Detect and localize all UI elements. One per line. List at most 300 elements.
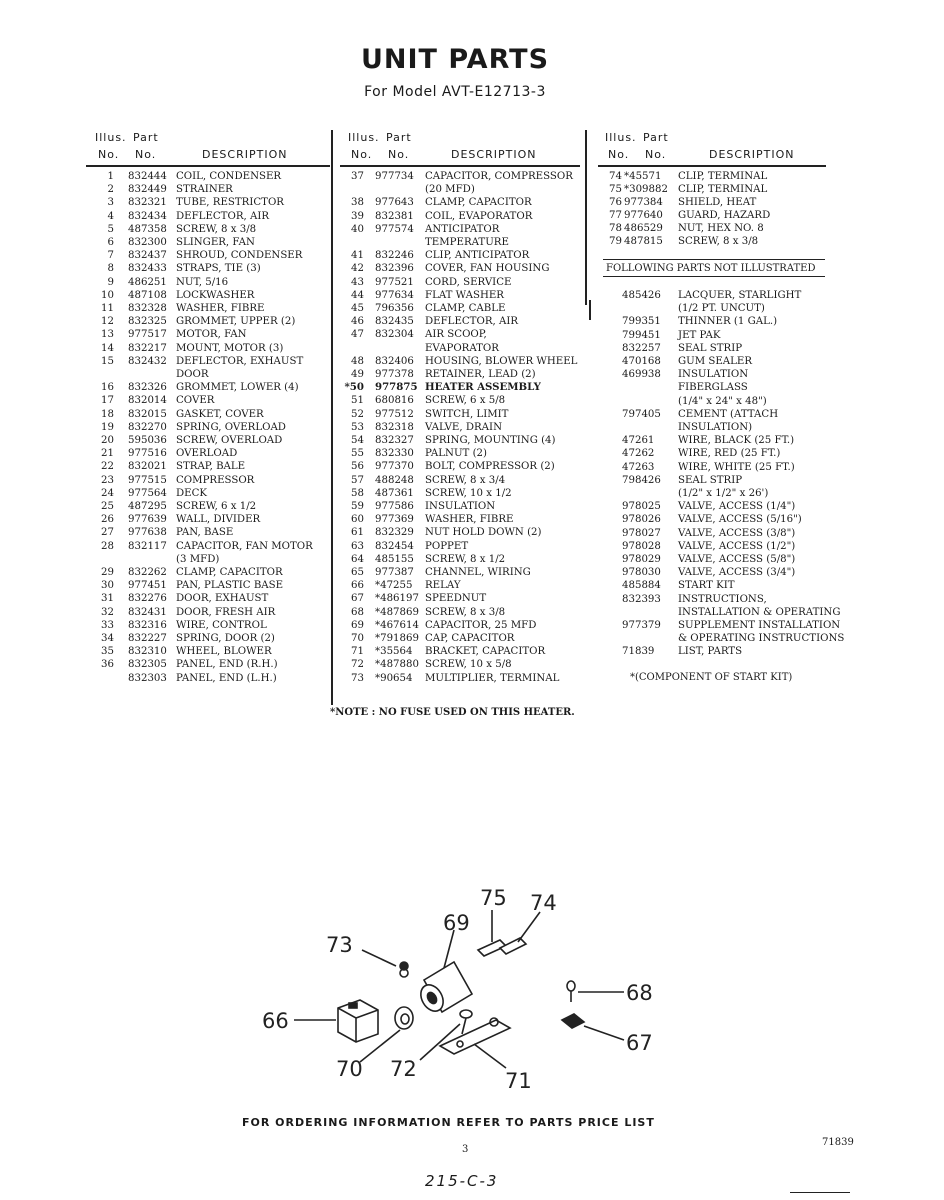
part-description: (1/2 PT. UNCUT) — [678, 303, 765, 315]
part-number: 977516 — [128, 448, 167, 460]
part-number: 977369 — [375, 514, 414, 526]
part-description: NUT, 5/16 — [176, 276, 229, 288]
part-number: *467614 — [375, 619, 419, 631]
part-number: 832434 — [128, 210, 167, 222]
part-description: SPRING, DOOR (2) — [176, 633, 275, 644]
part-description: DEFLECTOR, EXHAUST — [176, 355, 304, 367]
part-number: 977384 — [624, 196, 663, 208]
part-number: 977515 — [128, 474, 167, 486]
part-number: 832444 — [128, 171, 167, 182]
part-number: 485155 — [375, 553, 414, 565]
part-number: 832449 — [128, 184, 167, 196]
part-description: SEAL STRIP — [678, 474, 743, 486]
header-description: DESCRIPTION — [709, 148, 795, 161]
part-number: 977564 — [128, 487, 167, 499]
part-number: 977634 — [375, 289, 414, 301]
header-part: Part — [386, 131, 412, 144]
header-illus: Illus. — [95, 131, 127, 144]
part-description: SCREW, 8 x 3/8 — [176, 223, 257, 235]
part-description: GUARD, HAZARD — [678, 209, 771, 221]
part-number: 832014 — [128, 395, 167, 407]
part-number: *791869 — [375, 633, 419, 644]
terminal-multiplier-drawing — [362, 950, 408, 977]
illus-number: 77 — [609, 209, 622, 221]
part-number: *309882 — [624, 183, 668, 195]
illus-number: 31 — [101, 593, 114, 605]
illus-number: 6 — [107, 237, 114, 248]
part-number: 977643 — [375, 197, 414, 209]
part-number: 832435 — [375, 316, 414, 328]
part-number: 978028 — [622, 540, 661, 552]
part-description: CAPACITOR, COMPRESSOR — [425, 171, 573, 182]
part-description: SCREW, 10 x 1/2 — [425, 487, 512, 499]
part-description: SCREW, OVERLOAD — [176, 435, 283, 446]
part-description: SCREW, 10 x 5/8 — [425, 659, 512, 671]
part-description: ANTICIPATOR — [425, 223, 500, 235]
illus-number: 71 — [351, 646, 364, 658]
illus-number: 33 — [101, 619, 114, 631]
part-description: STRAINER — [176, 184, 233, 196]
part-description: SLINGER, FAN — [176, 237, 255, 248]
part-number: *90654 — [375, 672, 413, 684]
part-description: SPRING, MOUNTING (4) — [425, 435, 556, 446]
illus-number: 73 — [351, 672, 364, 684]
illus-number: 75 — [609, 183, 622, 195]
part-number: 832431 — [128, 606, 167, 618]
illus-number: 34 — [101, 633, 114, 644]
header-illus-no: No. — [608, 148, 630, 161]
illus-number: 7 — [107, 250, 114, 262]
part-description: THINNER (1 GAL.) — [678, 316, 778, 328]
part-description: NUT, HEX NO. 8 — [678, 222, 764, 234]
part-number: 977875 — [375, 381, 418, 394]
part-description: SPRING, OVERLOAD — [176, 421, 286, 433]
part-number: 832454 — [375, 540, 414, 552]
part-description: & OPERATING INSTRUCTIONS — [678, 633, 845, 645]
header-description: DESCRIPTION — [202, 148, 288, 161]
part-number: 799451 — [622, 329, 661, 341]
header-illus-no: No. — [351, 148, 373, 161]
part-description: WIRE, RED (25 FT.) — [678, 448, 781, 460]
illus-number: 49 — [351, 369, 364, 380]
part-number: 71839 — [622, 646, 655, 658]
illus-number: 16 — [101, 382, 114, 394]
part-number: 832117 — [128, 540, 167, 552]
part-description: START KIT — [678, 580, 735, 592]
part-description: SPEEDNUT — [425, 593, 487, 605]
illus-number: 10 — [101, 289, 114, 301]
illus-number: 53 — [351, 421, 364, 433]
illus-number: 74 — [609, 171, 622, 182]
illus-number: 66 — [351, 580, 364, 592]
part-number: *47255 — [375, 580, 413, 592]
part-number: 799351 — [622, 316, 661, 328]
bracket-drawing — [440, 1018, 510, 1068]
part-number: 977734 — [375, 171, 414, 182]
illus-number: 55 — [351, 448, 364, 460]
part-description: CLAMP, CAPACITOR — [425, 197, 532, 209]
illus-number: 58 — [351, 487, 364, 499]
part-description: CLAMP, CAPACITOR — [176, 567, 283, 578]
part-number: 977512 — [375, 408, 414, 420]
part-description: INSTALLATION & OPERATING — [678, 606, 841, 618]
part-number: 832300 — [128, 237, 167, 248]
part-description: DEFLECTOR, AIR — [176, 210, 270, 222]
part-description: COMPRESSOR — [176, 474, 255, 486]
part-number: 832305 — [128, 659, 167, 671]
illus-number: 26 — [101, 514, 114, 526]
part-number: 832393 — [622, 593, 661, 605]
part-description: MULTIPLIER, TERMINAL — [425, 672, 560, 684]
illus-number: 54 — [351, 435, 364, 446]
part-number: 977378 — [375, 369, 414, 380]
part-number: 470168 — [622, 356, 661, 367]
header-part: Part — [133, 131, 159, 144]
part-description: WASHER, FIBRE — [425, 514, 514, 526]
illus-number: 15 — [101, 355, 114, 367]
part-number: 832318 — [375, 421, 414, 433]
part-description: MOTOR, FAN — [176, 329, 247, 341]
part-description: COVER — [176, 395, 215, 407]
illus-number: 78 — [609, 222, 622, 234]
part-number: 977370 — [375, 461, 414, 473]
header-part-no: No. — [135, 148, 157, 161]
corner-line — [790, 1192, 850, 1193]
part-number: 977517 — [128, 329, 167, 341]
part-description: WASHER, FIBRE — [176, 303, 265, 314]
part-number: 832326 — [128, 382, 167, 394]
part-description: PAN, BASE — [176, 527, 234, 539]
part-number: 832328 — [128, 303, 167, 314]
part-description: SCREW, 6 x 5/8 — [425, 395, 506, 407]
part-description: CLIP, TERMINAL — [678, 183, 768, 195]
illus-number: 44 — [351, 289, 364, 301]
callout-69: 69 — [443, 911, 470, 935]
part-description: GUM SEALER — [678, 356, 753, 367]
illus-number: 61 — [351, 527, 364, 539]
illus-number: 70 — [351, 633, 364, 644]
part-number: 486529 — [624, 222, 663, 234]
part-number: 832437 — [128, 250, 167, 262]
part-description: BRACKET, CAPACITOR — [425, 646, 546, 658]
part-description: WIRE, BLACK (25 FT.) — [678, 435, 795, 447]
part-number: 832304 — [375, 329, 414, 341]
part-description: DOOR, EXHAUST — [176, 593, 269, 605]
callout-70: 70 — [336, 1057, 363, 1081]
illus-number: 69 — [351, 619, 364, 631]
part-description: VALVE, ACCESS (1/4") — [678, 501, 796, 513]
callout-72: 72 — [390, 1057, 417, 1081]
part-number: 797405 — [622, 408, 661, 420]
part-description: POPPET — [425, 540, 469, 552]
part-number: 832270 — [128, 421, 167, 433]
illus-number: 76 — [609, 196, 622, 208]
part-description: SCREW, 8 x 1/2 — [425, 553, 506, 565]
illus-number: 19 — [101, 421, 114, 433]
illus-number: 46 — [351, 316, 364, 328]
part-description: OVERLOAD — [176, 448, 238, 460]
part-number: 832432 — [128, 355, 167, 367]
part-number: 832262 — [128, 567, 167, 578]
part-description: STRAP, BALE — [176, 461, 246, 473]
screw-speednut-drawing — [562, 981, 624, 1040]
illus-number: 22 — [101, 461, 114, 473]
part-description: PAN, PLASTIC BASE — [176, 580, 284, 592]
part-description: CORD, SERVICE — [425, 276, 512, 288]
part-number: 47262 — [622, 448, 655, 460]
callout-75: 75 — [480, 886, 507, 910]
capacitor-drawing — [416, 930, 472, 1015]
illus-number: 38 — [351, 197, 364, 209]
part-description: NUT HOLD DOWN (2) — [425, 527, 542, 539]
illus-number: 5 — [107, 223, 114, 235]
part-description: (1/4" x 24" x 48") — [678, 395, 767, 407]
part-description: COIL, CONDENSER — [176, 171, 282, 182]
part-description: AIR SCOOP, — [425, 329, 487, 341]
illus-number: 12 — [101, 316, 114, 328]
header-part-no: No. — [645, 148, 667, 161]
part-description: WIRE, CONTROL — [176, 619, 267, 631]
part-description: CAPACITOR, FAN MOTOR — [176, 540, 313, 552]
part-description: SCREW, 8 x 3/8 — [425, 606, 506, 618]
callout-67: 67 — [626, 1031, 653, 1055]
illus-number: 35 — [101, 646, 114, 658]
illus-number: 43 — [351, 276, 364, 288]
illus-number: 52 — [351, 408, 364, 420]
part-description: DECK — [176, 487, 208, 499]
part-number: 832396 — [375, 263, 414, 275]
part-number: 832381 — [375, 210, 414, 222]
part-description: SHROUD, CONDENSER — [176, 250, 303, 262]
part-description: VALVE, ACCESS (3/4") — [678, 567, 796, 579]
part-number: *487880 — [375, 659, 419, 671]
ordering-info: FOR ORDERING INFORMATION REFER TO PARTS PRICE LIST — [242, 1116, 655, 1129]
part-number: 832406 — [375, 355, 414, 367]
part-description: WHEEL, BLOWER — [176, 646, 272, 658]
illus-number: 14 — [101, 342, 114, 354]
part-description: GROMMET, UPPER (2) — [176, 316, 296, 328]
part-description: GASKET, COVER — [176, 408, 264, 420]
model-subtitle: For Model AVT-E12713-3 — [364, 84, 546, 100]
part-number: 832325 — [128, 316, 167, 328]
callout-68: 68 — [626, 981, 653, 1005]
illus-number: 27 — [101, 527, 114, 539]
part-number: 832021 — [128, 461, 167, 473]
header-illus: Illus. — [348, 131, 380, 144]
illus-number: 8 — [107, 263, 114, 275]
part-description: LACQUER, STARLIGHT — [678, 290, 802, 301]
part-number: 978030 — [622, 567, 661, 579]
part-number: 832433 — [128, 263, 167, 275]
part-number: *45571 — [624, 171, 662, 182]
part-number: 977379 — [622, 620, 661, 631]
callout-73: 73 — [326, 933, 353, 957]
illus-number: 68 — [351, 606, 364, 618]
header-part-no: No. — [388, 148, 410, 161]
part-description: VALVE, ACCESS (1/2") — [678, 540, 796, 552]
part-description: SCREW, 8 x 3/4 — [425, 474, 506, 486]
part-number: 485426 — [622, 290, 661, 301]
illus-number: 64 — [351, 553, 364, 565]
part-number: 488248 — [375, 474, 414, 486]
illus-number: 72 — [351, 659, 364, 671]
illus-number: 11 — [101, 303, 114, 314]
part-description: VALVE, ACCESS (5/8") — [678, 554, 796, 565]
part-description: INSULATION — [425, 501, 496, 512]
part-description: PALNUT (2) — [425, 448, 488, 460]
part-description: DOOR, FRESH AIR — [176, 606, 276, 618]
part-number: *486197 — [375, 593, 419, 605]
illus-number: 51 — [351, 395, 364, 407]
part-description: CAP, CAPACITOR — [425, 633, 515, 644]
part-number: 832310 — [128, 646, 167, 658]
part-description: RETAINER, LEAD (2) — [425, 369, 536, 380]
part-description: LOCKWASHER — [176, 289, 255, 301]
illus-number: 40 — [351, 223, 364, 235]
illus-number: 3 — [107, 197, 114, 209]
illus-number: 32 — [101, 606, 114, 618]
part-number: 977640 — [624, 209, 663, 221]
part-description: DEFLECTOR, AIR — [425, 316, 519, 328]
illus-number: 42 — [351, 263, 364, 275]
part-number: 832217 — [128, 342, 167, 354]
part-description: VALVE, DRAIN — [425, 421, 502, 433]
part-description: FIBERGLASS — [678, 382, 748, 394]
part-number: *487869 — [375, 606, 419, 618]
part-number: 832329 — [375, 527, 414, 539]
illus-number: 29 — [101, 567, 114, 578]
part-number: 977586 — [375, 501, 414, 512]
part-number: 832015 — [128, 408, 167, 420]
part-number: 832276 — [128, 593, 167, 605]
illus-number: 57 — [351, 474, 364, 486]
header-illus-no: No. — [98, 148, 120, 161]
part-number: 978027 — [622, 527, 661, 539]
part-description: INSULATION) — [678, 422, 753, 433]
part-description: LIST, PARTS — [678, 646, 743, 658]
part-number: 487361 — [375, 487, 414, 499]
illus-number: 25 — [101, 501, 114, 512]
part-number: 47261 — [622, 435, 655, 447]
part-description: CAPACITOR, 25 MFD — [425, 619, 537, 631]
illus-number: 37 — [351, 171, 364, 182]
part-description: INSULATION — [678, 369, 749, 381]
part-description: (1/2" x 1/2" x 26') — [678, 488, 769, 499]
part-number: 832321 — [128, 197, 167, 209]
part-number: 487295 — [128, 501, 167, 512]
illus-number: 65 — [351, 567, 364, 578]
illus-number: 21 — [101, 448, 114, 460]
part-description: CLAMP, CABLE — [425, 303, 506, 314]
part-description: PANEL, END (R.H.) — [176, 659, 278, 671]
part-description: STRAPS, TIE (3) — [176, 263, 261, 275]
part-description: WALL, DIVIDER — [176, 514, 261, 526]
part-description: PANEL, END (L.H.) — [176, 672, 277, 684]
part-description: HOUSING, BLOWER WHEEL — [425, 355, 578, 367]
part-number: 487108 — [128, 289, 167, 301]
illus-number: 45 — [351, 303, 364, 314]
illus-number: 41 — [351, 250, 364, 262]
header-part: Part — [643, 131, 669, 144]
illus-number: 24 — [101, 487, 114, 499]
illus-number: 79 — [609, 235, 622, 247]
part-number: 977639 — [128, 514, 167, 526]
part-number: 832316 — [128, 619, 167, 631]
part-number: 977574 — [375, 223, 414, 235]
illus-number: 9 — [107, 276, 114, 288]
part-description: SUPPLEMENT INSTALLATION — [678, 620, 841, 631]
part-description: CEMENT (ATTACH — [678, 408, 779, 420]
handwritten-note: 215-C-3 — [425, 1172, 499, 1190]
callout-66: 66 — [262, 1009, 289, 1033]
part-description: MOUNT, MOTOR (3) — [176, 342, 284, 354]
illus-number: 28 — [101, 540, 114, 552]
part-number: 977451 — [128, 580, 167, 592]
illus-number: 2 — [107, 184, 114, 196]
illus-number: 17 — [101, 395, 114, 407]
part-description: INSTRUCTIONS, — [678, 593, 767, 605]
page-title: UNIT PARTS — [360, 44, 550, 75]
part-number: 832327 — [375, 435, 414, 446]
illus-number: 18 — [101, 408, 114, 420]
part-number: *35564 — [375, 646, 413, 658]
part-number: 469938 — [622, 369, 661, 381]
illus-number: 20 — [101, 435, 114, 446]
part-description: DOOR — [176, 369, 209, 380]
illus-number: 48 — [351, 355, 364, 367]
part-number: 595036 — [128, 435, 167, 446]
callout-71: 71 — [505, 1069, 532, 1093]
part-description: FLAT WASHER — [425, 289, 504, 301]
illus-number: 67 — [351, 593, 364, 605]
illus-number: 39 — [351, 210, 364, 222]
part-number: 977521 — [375, 276, 414, 288]
part-description: CLIP, TERMINAL — [678, 171, 768, 182]
fuse-note: *NOTE : NO FUSE USED ON THIS HEATER. — [330, 707, 575, 718]
part-number: 977638 — [128, 527, 167, 539]
part-description: CHANNEL, WIRING — [425, 567, 531, 578]
part-description: HEATER ASSEMBLY — [425, 381, 541, 394]
header-description: DESCRIPTION — [451, 148, 537, 161]
part-description: COVER, FAN HOUSING — [425, 263, 550, 275]
part-description: SCREW, 6 x 1/2 — [176, 501, 257, 512]
part-description: SEAL STRIP — [678, 342, 743, 354]
illus-number: *50 — [344, 381, 364, 394]
part-description: EVAPORATOR — [425, 342, 499, 354]
callout-74: 74 — [530, 891, 557, 915]
illus-number: 47 — [351, 329, 364, 341]
part-number: 832246 — [375, 250, 414, 262]
part-number: 796356 — [375, 303, 414, 314]
illus-number: 1 — [107, 171, 114, 182]
illus-number: 60 — [351, 514, 364, 526]
part-number: 977387 — [375, 567, 414, 578]
part-description: VALVE, ACCESS (3/8") — [678, 527, 796, 539]
illus-number: 13 — [101, 329, 114, 341]
illus-number: 4 — [107, 210, 114, 222]
part-number: 832303 — [128, 672, 167, 684]
illus-number: 36 — [101, 659, 114, 671]
part-number: 832330 — [375, 448, 414, 460]
illus-number: 59 — [351, 501, 364, 512]
part-number: 486251 — [128, 276, 167, 288]
part-description: COIL, EVAPORATOR — [425, 210, 533, 222]
part-number: 680816 — [375, 395, 414, 407]
part-number: 832257 — [622, 342, 661, 354]
illus-number: 63 — [351, 540, 364, 552]
part-description: TUBE, RESTRICTOR — [176, 197, 284, 209]
part-number: 832227 — [128, 633, 167, 644]
